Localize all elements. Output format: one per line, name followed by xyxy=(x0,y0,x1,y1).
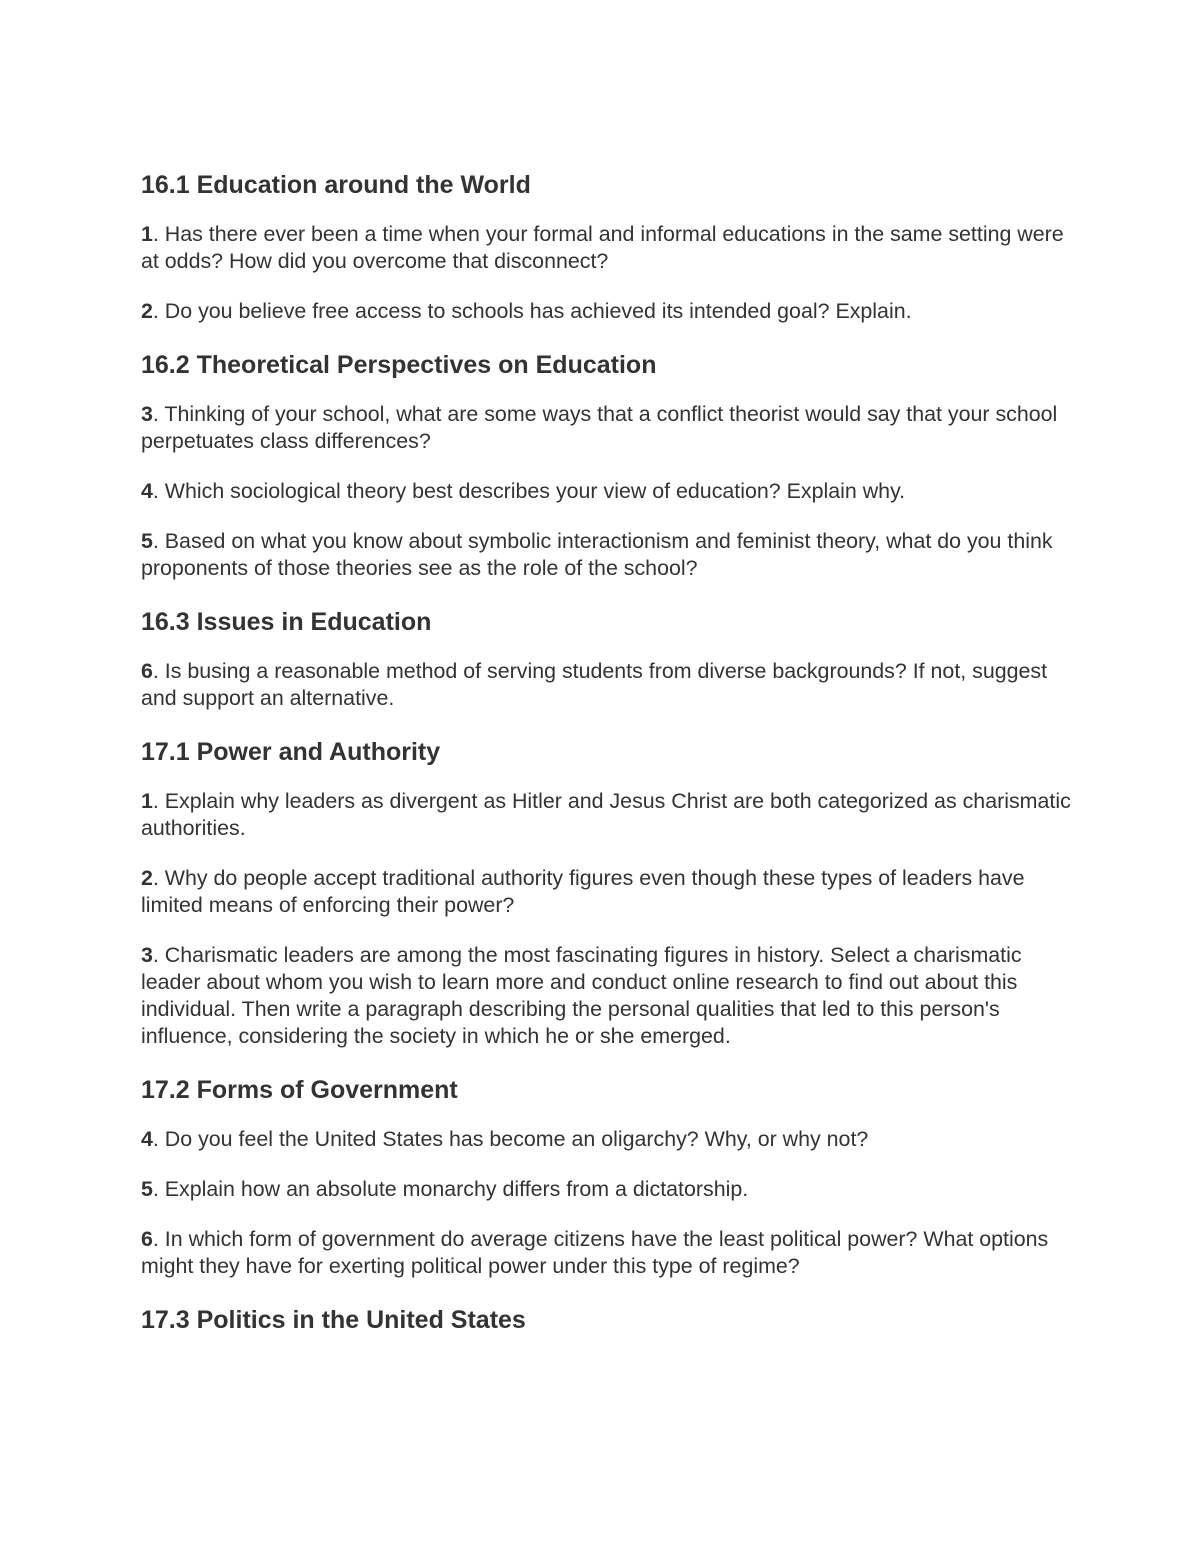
question-number: 3 xyxy=(141,943,153,967)
question-number: 3 xyxy=(141,402,153,426)
question-number: 2 xyxy=(141,299,153,323)
question-text: . Thinking of your school, what are some ways that a conflict theorist would say that your school perpetuates class differences? xyxy=(141,402,1058,453)
question-paragraph xyxy=(141,1226,1071,1280)
section xyxy=(141,168,1071,325)
question-paragraph xyxy=(141,1126,1071,1153)
question-paragraph xyxy=(141,478,1071,505)
question-text: . Do you feel the United States has become an oligarchy? Why, or why not? xyxy=(152,1127,869,1151)
question-number: 4 xyxy=(141,479,153,503)
question-text: . Charismatic leaders are among the most fascinating figures in history. Select a charismatic leader about whom you wish to learn more and conduct online research to find out about this individual. Then write a paragraph describing the personal qualities that led to this person's influence, considering the society in which he or she emerged. xyxy=(141,943,1022,1048)
section-heading: 17.2 Forms of Government xyxy=(141,1076,458,1104)
question-paragraph xyxy=(141,788,1071,842)
question-number: 6 xyxy=(141,659,153,683)
section xyxy=(141,735,1071,1050)
question-paragraph xyxy=(141,528,1071,582)
question-paragraph xyxy=(141,658,1071,712)
question-text: . Is busing a reasonable method of serving students from diverse backgrounds? If not, suggest and support an alternative. xyxy=(141,659,1048,710)
section xyxy=(141,348,1071,582)
question-number: 2 xyxy=(141,866,153,890)
section xyxy=(141,605,1071,712)
question-text: . Explain how an absolute monarchy differs from a dictatorship. xyxy=(152,1177,749,1201)
question-text: . Explain why leaders as divergent as Hitler and Jesus Christ are both categorized as charismatic authorities. xyxy=(141,789,1071,840)
section-heading: 17.3 Politics in the United States xyxy=(141,1306,526,1334)
question-text: . Do you believe free access to schools has achieved its intended goal? Explain. xyxy=(152,299,912,323)
question-number: 1 xyxy=(141,222,153,246)
question-text: . Why do people accept traditional authority figures even though these types of leaders have limited means of enforcing their power? xyxy=(141,866,1025,917)
question-paragraph xyxy=(141,942,1071,1050)
question-text: . In which form of government do average citizens have the least political power? What options might they have for exerting political power under this type of regime? xyxy=(141,1227,1049,1278)
question-number: 6 xyxy=(141,1227,153,1251)
question-paragraph xyxy=(141,298,1071,325)
question-text: . Which sociological theory best describes your view of education? Explain why. xyxy=(152,479,906,503)
section xyxy=(141,1073,1071,1280)
document-page xyxy=(141,168,1071,1356)
question-text: . Has there ever been a time when your formal and informal educations in the same setting were at odds? How did you overcome that disconnect? xyxy=(141,222,1064,273)
question-number: 5 xyxy=(141,1177,153,1201)
question-number: 1 xyxy=(141,789,153,813)
question-text: . Based on what you know about symbolic interactionism and feminist theory, what do you think proponents of those theories see as the role of the school? xyxy=(141,529,1053,580)
question-number: 4 xyxy=(141,1127,153,1151)
section-heading: 16.2 Theoretical Perspectives on Education xyxy=(141,351,657,379)
section-heading: 17.1 Power and Authority xyxy=(141,738,441,766)
question-paragraph xyxy=(141,1176,1071,1203)
question-number: 5 xyxy=(141,529,153,553)
question-paragraph xyxy=(141,221,1071,275)
section-heading: 16.3 Issues in Education xyxy=(141,608,432,636)
question-paragraph xyxy=(141,401,1071,455)
section xyxy=(141,1303,1071,1337)
question-paragraph xyxy=(141,865,1071,919)
section-heading: 16.1 Education around the World xyxy=(141,171,531,199)
